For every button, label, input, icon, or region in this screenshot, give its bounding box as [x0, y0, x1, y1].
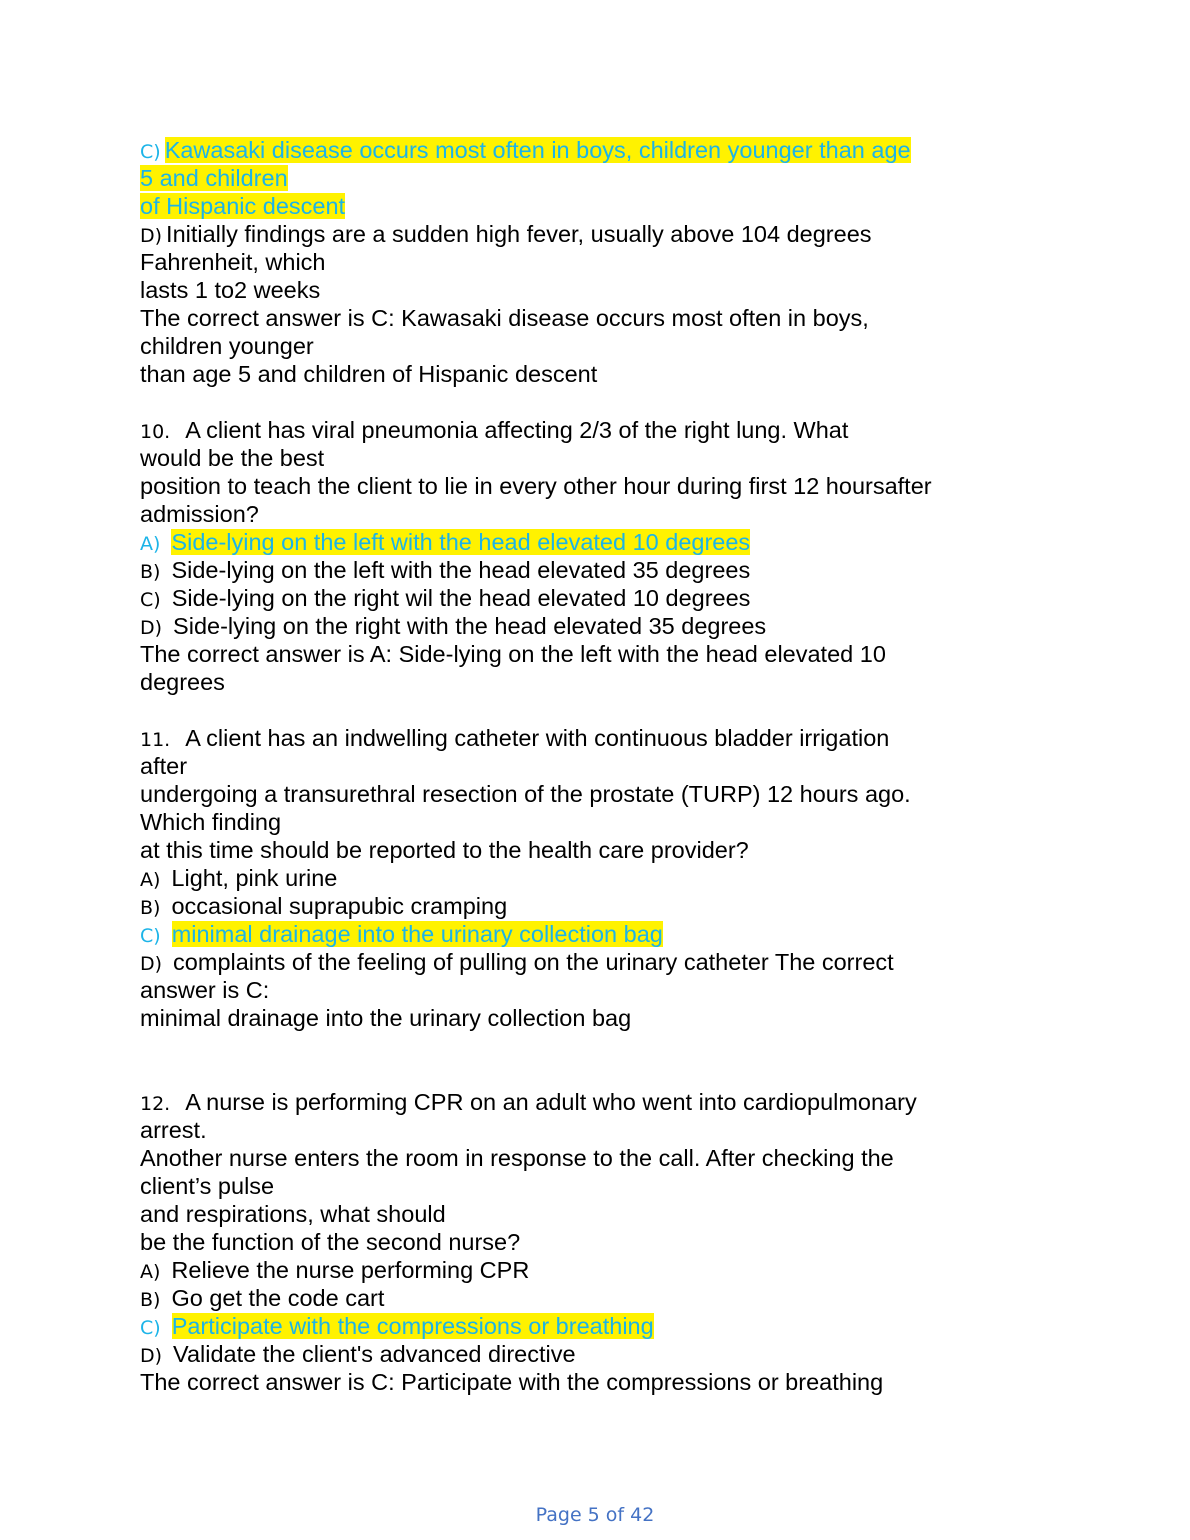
q10-number: 10.	[140, 421, 171, 443]
q12-question-line4: client’s pulse	[140, 1173, 275, 1199]
q9-option-d-line3: lasts 1 to2 weeks	[140, 277, 321, 303]
q11-option-b: B) occasional suprapubic cramping	[140, 893, 508, 919]
q12-option-a: A) Relieve the nurse performing CPR	[140, 1257, 530, 1283]
q12-question-line6: be the function of the second nurse?	[140, 1229, 521, 1255]
q9-option-d-line2: Fahrenheit, which	[140, 249, 326, 275]
q9-option-c-text: Kawasaki disease occurs most often in boys, children younger than age	[164, 137, 911, 163]
q10-question-line1: 10. A client has viral pneumonia affecting 2/3 of the right lung. What	[140, 417, 849, 443]
q12-number: 12.	[140, 1093, 171, 1115]
q10-option-c: C) Side-lying on the right wil the head elevated 10 degrees	[140, 585, 751, 611]
spacer	[140, 388, 1040, 416]
q9-option-c-line3: of Hispanic descent	[140, 193, 346, 219]
q9-answer-line1: The correct answer is C: Kawasaki disease occurs most often in boys,	[140, 305, 869, 331]
q11-number: 11.	[140, 729, 171, 751]
spacer	[140, 1032, 1040, 1088]
q10-option-b: B) Side-lying on the left with the head elevated 35 degrees	[140, 557, 751, 583]
q10-option-d: D) Side-lying on the right with the head elevated 35 degrees	[140, 613, 767, 639]
q10-option-a: A) Side-lying on the left with the head elevated 10 degrees	[140, 529, 751, 555]
q9-option-c-line1	[140, 136, 1040, 164]
q9-answer-line2: children younger	[140, 333, 314, 359]
document-page	[140, 136, 1040, 1396]
q12-question-line5: and respirations, what should	[140, 1201, 446, 1227]
spacer	[140, 696, 1040, 724]
q11-question-line5: at this time should be reported to the health care provider?	[140, 837, 749, 863]
q11-question-line3: undergoing a transurethral resection of the prostate (TURP) 12 hours ago.	[140, 781, 911, 807]
q9-option-d-label: D)	[140, 225, 163, 247]
q10-question-line3: position to teach the client to lie in every other hour during first 12 hoursafter	[140, 473, 932, 499]
q12-option-d: D) Validate the client's advanced directive	[140, 1341, 576, 1367]
q11-answer-line2: minimal drainage into the urinary collection bag	[140, 1005, 632, 1031]
q10-question-line2: would be the best	[140, 445, 325, 471]
page-number-footer: Page 5 of 42	[535, 1504, 655, 1526]
q9-option-c-label: C)	[140, 141, 161, 163]
q9-option-c-line2: 5 and children	[140, 165, 288, 191]
q9-answer-line3: than age 5 and children of Hispanic descent	[140, 361, 598, 387]
q12-question-line1: 12. A nurse is performing CPR on an adult who went into cardiopulmonary	[140, 1089, 917, 1115]
q12-question-line2: arrest.	[140, 1117, 207, 1143]
q11-option-c: C) minimal drainage into the urinary collection bag	[140, 921, 663, 947]
q11-question-line2: after	[140, 753, 188, 779]
q10-answer-line1: The correct answer is A: Side-lying on the left with the head elevated 10	[140, 641, 886, 667]
q12-answer-line1: The correct answer is C: Participate with the compressions or breathing	[140, 1369, 884, 1395]
q9-option-d-line1: D) Initially findings are a sudden high fever, usually above 104 degrees	[140, 221, 872, 247]
q12-option-b: B) Go get the code cart	[140, 1285, 385, 1311]
q11-question-line4: Which finding	[140, 809, 282, 835]
q11-answer-line1: answer is C:	[140, 977, 270, 1003]
q11-option-a: A) Light, pink urine	[140, 865, 338, 891]
q10-answer-line2: degrees	[140, 669, 225, 695]
q11-option-d: D) complaints of the feeling of pulling on the urinary catheter The correct	[140, 949, 894, 975]
q12-question-line3: Another nurse enters the room in response to the call. After checking the	[140, 1145, 894, 1171]
q12-option-c: C) Participate with the compressions or breathing	[140, 1313, 654, 1339]
q10-question-line4: admission?	[140, 501, 259, 527]
q11-question-line1: 11. A client has an indwelling catheter with continuous bladder irrigation	[140, 725, 890, 751]
